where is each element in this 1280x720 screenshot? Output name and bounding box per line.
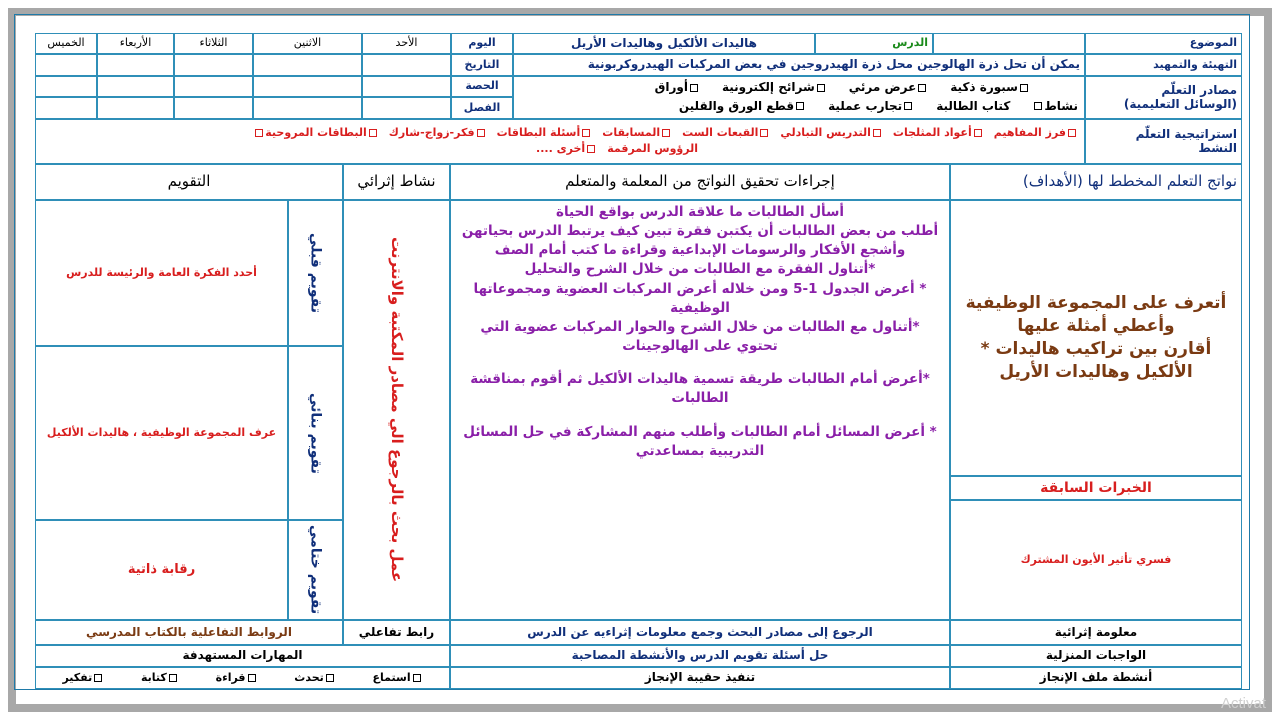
strategy-line-1 — [42, 127, 1078, 140]
date-cell[interactable] — [253, 54, 362, 76]
summative-assessment-text: رقابة ذاتية — [35, 520, 288, 620]
skill-option[interactable]: استماع — [373, 672, 423, 685]
resource-option[interactable]: سبورة ذكية — [950, 81, 1030, 95]
strategy-option[interactable]: أعواد المثلجات — [893, 127, 984, 140]
class-label: الفصل — [451, 97, 513, 119]
homework-label: الواجبات المنزلية — [950, 645, 1242, 667]
checkbox-icon[interactable] — [477, 129, 485, 137]
day-label: اليوم — [451, 33, 513, 54]
strategy-option[interactable]: فكر-زواج-شارك — [389, 127, 487, 140]
interactive-link-value[interactable]: الروابط التفاعلية بالكتاب المدرسي — [35, 620, 343, 645]
day-tuesday: الثلاثاء — [174, 33, 253, 54]
day-thursday: الخميس — [35, 33, 97, 54]
checkbox-icon[interactable] — [413, 674, 421, 682]
checkbox-icon[interactable] — [169, 674, 177, 682]
procedure-step: *أعرض أمام الطالبات طريقة تسمية هاليدات الألكيل ثم أقوم بمناقشة الطالبات — [470, 371, 930, 407]
checkbox-icon[interactable] — [248, 674, 256, 682]
period-cell[interactable] — [174, 76, 253, 97]
skill-option[interactable]: تفكير — [62, 672, 104, 685]
day-monday: الاثنين — [253, 33, 362, 54]
checkbox-icon[interactable] — [1020, 84, 1028, 92]
formative-assessment-text: عرف المجموعة الوظيفية ، هاليدات الألكيل — [35, 346, 288, 520]
resource-option[interactable]: تجارب عملية — [828, 100, 914, 114]
procedure-step: * أعرض الجدول 1-5 ومن خلاله أعرض المركبات العضوية ومجموعاتها الوظيفية — [473, 280, 927, 316]
evaluation-header: التقويم — [35, 164, 343, 200]
outcomes-goals — [950, 200, 1242, 476]
topic-value — [933, 33, 1085, 54]
procedure-step: *أتناول مع الطالبات من خلال الشرح والحوار المركبات عضوية التي تحتوي على الهالوجينات — [480, 318, 920, 355]
checkbox-icon[interactable] — [94, 674, 102, 682]
checkbox-icon[interactable] — [904, 102, 912, 110]
strategy-option[interactable]: البطاقات المروحية — [253, 127, 379, 140]
resource-option[interactable]: عرض مرئي — [849, 81, 929, 95]
formative-assessment-label: تقويم بنائي — [307, 392, 324, 474]
intro-label: التهيئة والتمهيد — [1085, 54, 1242, 76]
resources-options — [513, 76, 1085, 119]
class-cell[interactable] — [35, 97, 97, 119]
date-cell[interactable] — [97, 54, 174, 76]
strategy-option[interactable]: القبعات الست — [682, 127, 770, 140]
checkbox-icon[interactable] — [817, 84, 825, 92]
summative-assessment-label-cell — [288, 520, 343, 620]
resource-option[interactable]: أوراق — [655, 81, 700, 95]
strategy-option[interactable]: فرز المفاهيم — [994, 127, 1078, 140]
checkbox-icon[interactable] — [918, 84, 926, 92]
period-cell[interactable] — [97, 76, 174, 97]
resources-row-1 — [520, 81, 1078, 95]
day-wednesday: الأربعاء — [97, 33, 174, 54]
summative-assessment-label: تقويم ختامي — [307, 525, 324, 615]
resource-option[interactable]: شرائح إلكترونية — [722, 81, 827, 95]
checkbox-icon[interactable] — [760, 129, 768, 137]
procedure-step: * أعرض المسائل أمام الطالبات وأطلب منهم المشاركة في حل المسائل التدريبية بمساعدتي — [463, 423, 937, 459]
resources-label-line1: مصادر التعلّم — [1161, 82, 1237, 97]
strategy-options — [35, 119, 1085, 164]
checkbox-icon[interactable] — [1068, 129, 1076, 137]
resources-label — [1085, 76, 1242, 119]
checkbox-icon[interactable] — [974, 129, 982, 137]
class-cell[interactable] — [362, 97, 451, 119]
period-cell[interactable] — [35, 76, 97, 97]
procedure-step: *أتناول الفقرة مع الطالبات من خلال الشرح والتحليل — [524, 261, 876, 278]
date-cell[interactable] — [35, 54, 97, 76]
resource-option[interactable]: قطع الورق والقلين — [679, 100, 806, 114]
formative-assessment-label-cell — [288, 346, 343, 520]
checkbox-icon[interactable] — [587, 145, 595, 153]
date-label: التاريخ — [451, 54, 513, 76]
enrichment-info-label: معلومة إثرائية — [950, 620, 1242, 645]
portfolio-value: تنفيذ حقيبة الإنجاز — [450, 667, 950, 689]
skill-option[interactable]: كتابة — [141, 672, 179, 685]
strategy-option[interactable]: المسابقات — [602, 127, 672, 140]
skill-option[interactable]: تحدث — [294, 672, 335, 685]
procedures-header: إجراءات تحقيق النواتج من المعلمة والمتعلم — [450, 164, 950, 200]
strategy-option[interactable]: أسئلة البطاقات — [497, 127, 593, 140]
checkbox-icon[interactable] — [255, 129, 263, 137]
enrichment-header: نشاط إثرائي — [343, 164, 450, 200]
strategy-line-2 — [42, 143, 1078, 156]
topic-label: الموضوع — [1085, 33, 1242, 54]
resource-option[interactable]: نشاط — [1032, 100, 1078, 114]
procedures-body — [450, 200, 950, 620]
activation-watermark: Activat — [1220, 695, 1266, 712]
procedure-step: أطلب من بعض الطالبات أن يكتبن فقرة تبين كيف يرتبط الدرس بحياتهن وأشجع الأفكار والرسومات الإبداعية وقراءة ما كتب أمام الصف — [461, 223, 939, 259]
pre-assessment-label-cell — [288, 200, 343, 346]
strategy-label-line1: استراتيجية التعلّم — [1135, 126, 1237, 141]
interactive-link-label: رابط تفاعلي — [343, 620, 450, 645]
strategy-option[interactable]: الرؤوس المرقمة — [607, 142, 698, 155]
period-label: الحصة — [451, 76, 513, 97]
skills-options — [35, 667, 450, 689]
lesson-label: الدرس — [815, 33, 933, 54]
period-cell[interactable] — [362, 76, 451, 97]
outcomes-header: نواتج التعلم المخطط لها (الأهداف) — [950, 164, 1242, 200]
pre-assessment-text: أحدد الفكرة العامة والرئيسة للدرس — [35, 200, 288, 346]
checkbox-icon[interactable] — [582, 129, 590, 137]
homework-value: حل أسئلة تقويم الدرس والأنشطة المصاحبة — [450, 645, 950, 667]
enrichment-info-value: الرجوع إلى مصادر البحث وجمع معلومات إثراءيه عن الدرس — [450, 620, 950, 645]
resources-row-2 — [520, 100, 1078, 114]
prior-knowledge-value: فسري تأثير الأيون المشترك — [950, 500, 1242, 620]
class-cell[interactable] — [97, 97, 174, 119]
resource-option[interactable]: كتاب الطالبة — [936, 98, 1011, 113]
checkbox-icon[interactable] — [662, 129, 670, 137]
resources-label-line2: (الوسائل التعليمية) — [1123, 96, 1237, 111]
checkbox-icon[interactable] — [873, 129, 881, 137]
date-cell[interactable] — [362, 54, 451, 76]
checkbox-icon[interactable] — [1034, 102, 1042, 110]
strategy-label — [1085, 119, 1242, 164]
intro-value: يمكن أن تحل ذرة الهالوجين محل ذرة الهيدروجين في بعض المركبات الهيدروكربونية — [513, 54, 1085, 76]
strategy-option[interactable]: التدريس التبادلي — [780, 127, 883, 140]
day-sunday: الأحد — [362, 33, 451, 54]
checkbox-icon[interactable] — [369, 129, 377, 137]
target-skills-label: المهارات المستهدفة — [35, 645, 450, 667]
lesson-value: هاليدات الألكيل وهاليدات الأريل — [513, 33, 815, 54]
strategy-option[interactable]: أخرى .... — [536, 143, 597, 156]
strategy-label-line2: النشط — [1198, 140, 1237, 155]
skill-option[interactable]: قراءة — [216, 672, 258, 685]
date-cell[interactable] — [174, 54, 253, 76]
enrichment-text: عمل بحث بالرجوع الي مصادر المكتبة والانترنت — [388, 237, 407, 583]
period-cell[interactable] — [253, 76, 362, 97]
checkbox-icon[interactable] — [326, 674, 334, 682]
class-cell[interactable] — [253, 97, 362, 119]
portfolio-label: أنشطة ملف الإنجاز — [950, 667, 1242, 689]
goal-item: * أقارن بين تراكيب هاليدات الألكيل وهاليدات الأريل — [980, 339, 1212, 382]
pre-assessment-label: تقويم قبلي — [307, 233, 324, 313]
class-cell[interactable] — [174, 97, 253, 119]
procedure-step: أسأل الطالبات ما علاقة الدرس بواقع الحياة — [555, 204, 845, 220]
prior-knowledge-label: الخبرات السابقة — [950, 476, 1242, 500]
enrichment-cell — [343, 200, 450, 620]
checkbox-icon[interactable] — [690, 84, 698, 92]
checkbox-icon[interactable] — [796, 102, 804, 110]
goal-item: أتعرف على المجموعة الوظيفية وأعطي أمثلة عليها — [965, 293, 1227, 337]
